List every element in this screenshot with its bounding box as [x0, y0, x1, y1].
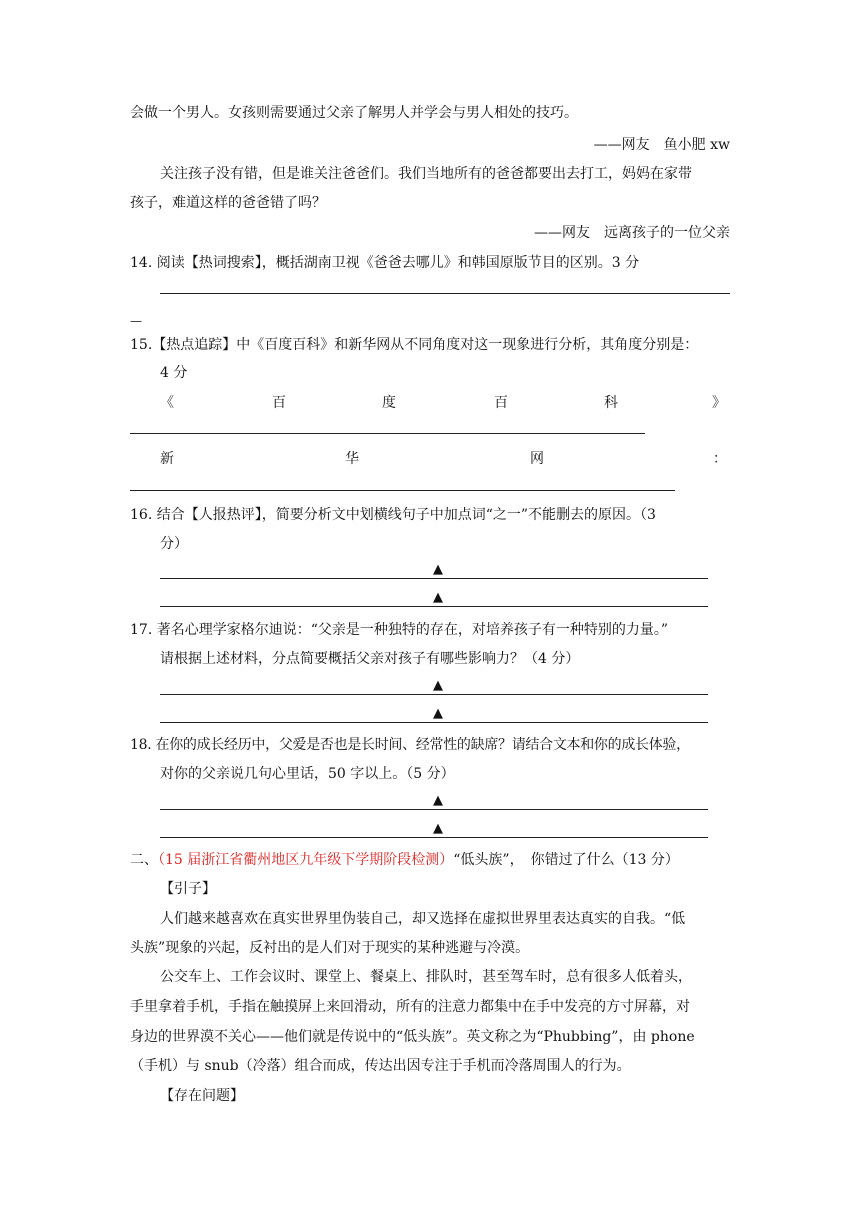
- question-16-cont: 分）: [160, 536, 188, 552]
- paragraph-line: 头族”现象的兴起，反衬出的是人们对于现实的某种逃避与冷漠。: [130, 940, 530, 956]
- blank-label-baidu: 》: [712, 395, 726, 411]
- paragraph-line: 人们越来越喜欢在真实世界里伪装自己，却又选择在虚拟世界里表达真实的自我。“低: [160, 911, 686, 927]
- answer-line[interactable]: [160, 293, 730, 294]
- question-18-cont: 对你的父亲说几句心里话，50 字以上。（5 分）: [160, 766, 455, 782]
- question-14: 14. 阅读【热词搜索】，概括湖南卫视《爸爸去哪儿》和韩国原版节目的区别。3 分: [130, 255, 640, 271]
- blank-label-baidu: 百: [494, 395, 508, 411]
- paragraph-line: 手里拿着手机，手指在触摸屏上来回滑动，所有的注意力都集中在手中发亮的方寸屏幕，对: [130, 999, 690, 1015]
- answer-mark-icon: ▲: [433, 821, 443, 836]
- question-16: 16. 结合【人报热评】，简要分析文中划横线句子中加点词“之一”不能删去的原因。（3: [130, 507, 656, 523]
- question-15-score: 4 分: [160, 365, 188, 381]
- paragraph-line: （手机）与 snub（冷落）组合而成，传达出因专注于手机而冷落周围人的行为。: [130, 1058, 631, 1074]
- answer-mark-icon: ▲: [433, 678, 443, 693]
- answer-mark-icon: ▲: [433, 562, 443, 577]
- section-2-heading: [130, 851, 679, 869]
- answer-line-xinhua[interactable]: [130, 490, 675, 491]
- paragraph-line: 会做一个男人。女孩则需要通过父亲了解男人并学会与男人相处的技巧。: [130, 105, 578, 121]
- question-15: 15.【热点追踪】中《百度百科》和新华网从不同角度对这一现象进行分析，其角度分别是：: [130, 337, 699, 353]
- blank-label-baidu: 度: [382, 395, 396, 411]
- blank-label-xinhua: 新: [160, 451, 174, 467]
- blank-label-baidu: 科: [604, 395, 618, 411]
- answer-dash: —: [130, 314, 142, 328]
- answer-line-baidu[interactable]: [130, 433, 645, 434]
- problem-heading: 【存在问题】: [160, 1088, 244, 1104]
- blank-label-xinhua: 华: [345, 451, 359, 467]
- intro-heading: 【引子】: [160, 881, 216, 897]
- question-17-cont: 请根据上述材料，分点简要概括父亲对孩子有哪些影响力？（4 分）: [160, 651, 580, 667]
- answer-mark-icon: ▲: [433, 706, 443, 721]
- section-source: （15 届浙江省衢州地区九年级下学期阶段检测）: [158, 852, 454, 868]
- paragraph-line: 公交车上、工作会议时、课堂上、餐桌上、排队时，甚至驾车时，总有很多人低着头，: [160, 969, 692, 985]
- answer-line[interactable]: [160, 694, 708, 695]
- section-number: 二、: [130, 852, 158, 868]
- blank-label-xinhua: 网: [530, 451, 544, 467]
- answer-mark-icon: ▲: [433, 793, 443, 808]
- blank-label-baidu: 百: [272, 395, 286, 411]
- question-17: 17. 著名心理学家格尔迪说：“父亲是一种独特的存在，对培养孩子有一种特别的力量。”: [130, 622, 669, 638]
- answer-mark-icon: ▲: [433, 590, 443, 605]
- signature: ——网友 鱼小肥 xw: [593, 137, 730, 153]
- paragraph-line: 身边的世界漠不关心——他们就是传说中的“低头族”。英文称之为“Phubbing”，由 phone: [130, 1029, 695, 1045]
- answer-line[interactable]: [160, 809, 708, 810]
- blank-label-baidu: 《: [160, 395, 174, 411]
- answer-line[interactable]: [160, 722, 708, 723]
- signature: ——网友 远离孩子的一位父亲: [534, 225, 730, 241]
- paragraph-line: 孩子，难道这样的爸爸错了吗？: [130, 195, 326, 211]
- question-18: 18. 在你的成长经历中，父爱是否也是长时间、经常性的缺席？请结合文本和你的成长体验，: [130, 737, 690, 753]
- blank-label-xinhua: ：: [713, 451, 727, 467]
- answer-line[interactable]: [160, 837, 708, 838]
- section-title: “低头族”， 你错过了什么（13 分）: [453, 852, 679, 868]
- answer-line[interactable]: [160, 606, 708, 607]
- paragraph-line: 关注孩子没有错，但是谁关注爸爸们。我们当地所有的爸爸都要出去打工，妈妈在家带: [160, 166, 692, 182]
- answer-line[interactable]: [160, 578, 708, 579]
